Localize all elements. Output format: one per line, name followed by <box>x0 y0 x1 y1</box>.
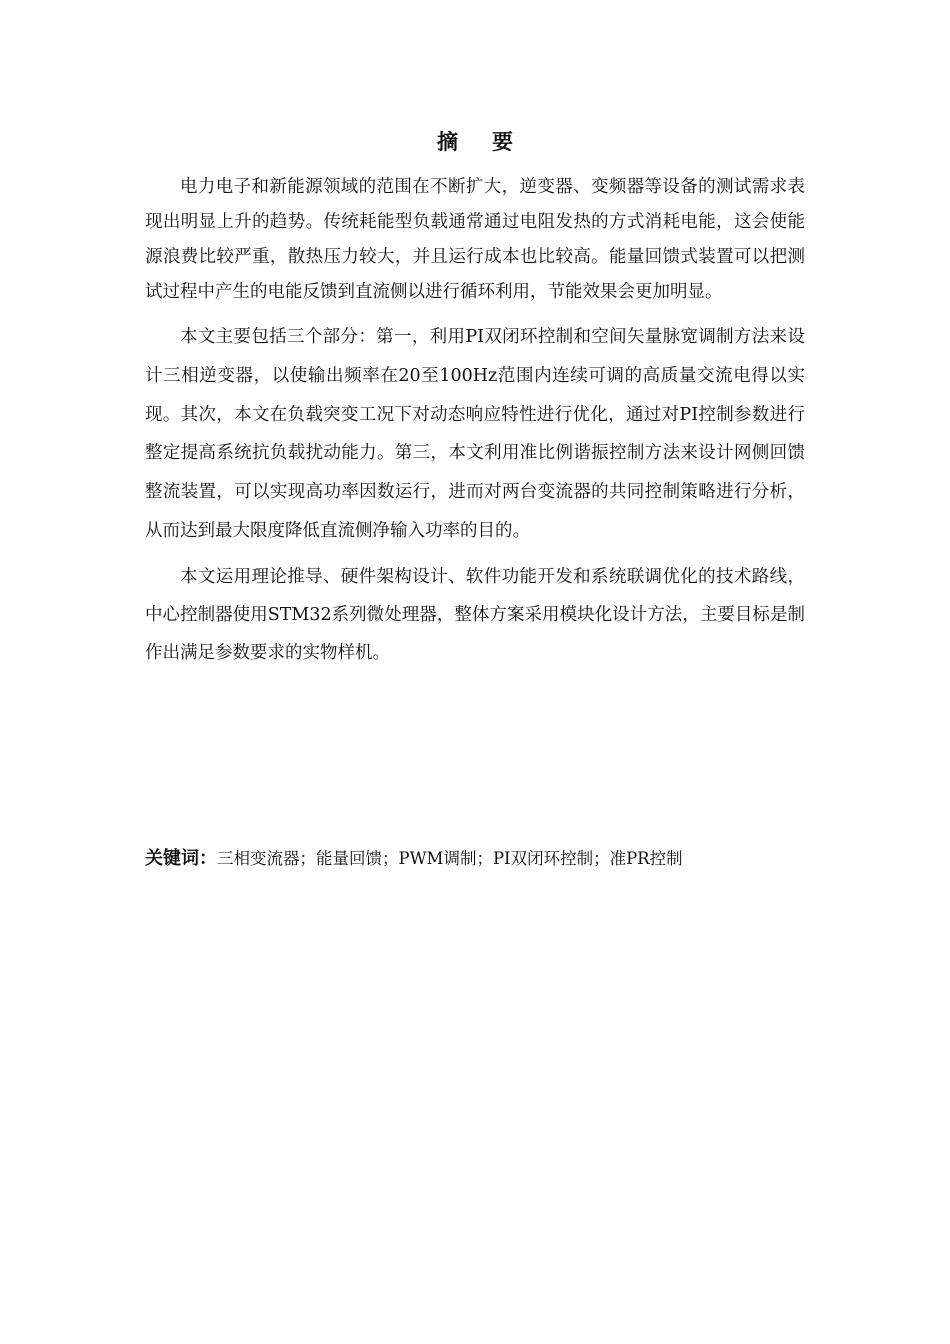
keywords-text: 三相变流器；能量回馈；PWM调制；PI双闭环控制；准PR控制 <box>217 849 683 868</box>
keywords-line <box>145 843 845 875</box>
abstract-paragraph-1: 电力电子和新能源领域的范围在不断扩大，逆变器、变频器等设备的测试需求表现出明显上升的趋势。传统耗能型负载通常通过电阻发热的方式消耗电能，这会使能源浪费比较严重，散热压力较大，并且运行成本也比较高。能量回馈式装置可以把测试过程中产生的电能反馈到直流侧以进行循环利用，节能效果会更加明显。 <box>145 177 805 302</box>
abstract-paragraph-2: 本文主要包括三个部分：第一，利用PI双闭环控制和空间矢量脉宽调制方法来设计三相逆变器，以使输出频率在20至100Hz范围内连续可调的高质量交流电得以实现。其次，本文在负载突变工况下对动态响应特性进行优化，通过对PI控制参数进行整定提高系统抗负载扰动能力。第三，本文利用准比例谐振控制方法来设计网侧回馈整流装置，可以实现高功率因数运行，进而对两台变流器的共同控制策略进行分析，从而达到最大限度降低直流侧净输入功率的目的。 <box>145 327 805 541</box>
abstract-paragraph-3: 本文运用理论推导、硬件架构设计、软件功能开发和系统联调优化的技术路线，中心控制器使用STM32系列微处理器，整体方案采用模块化设计方法，主要目标是制作出满足参数要求的实物样机。 <box>145 566 805 663</box>
abstract-title: 摘要 <box>437 130 547 154</box>
keywords-label: 关键词： <box>145 848 217 869</box>
abstract-body <box>145 170 805 672</box>
